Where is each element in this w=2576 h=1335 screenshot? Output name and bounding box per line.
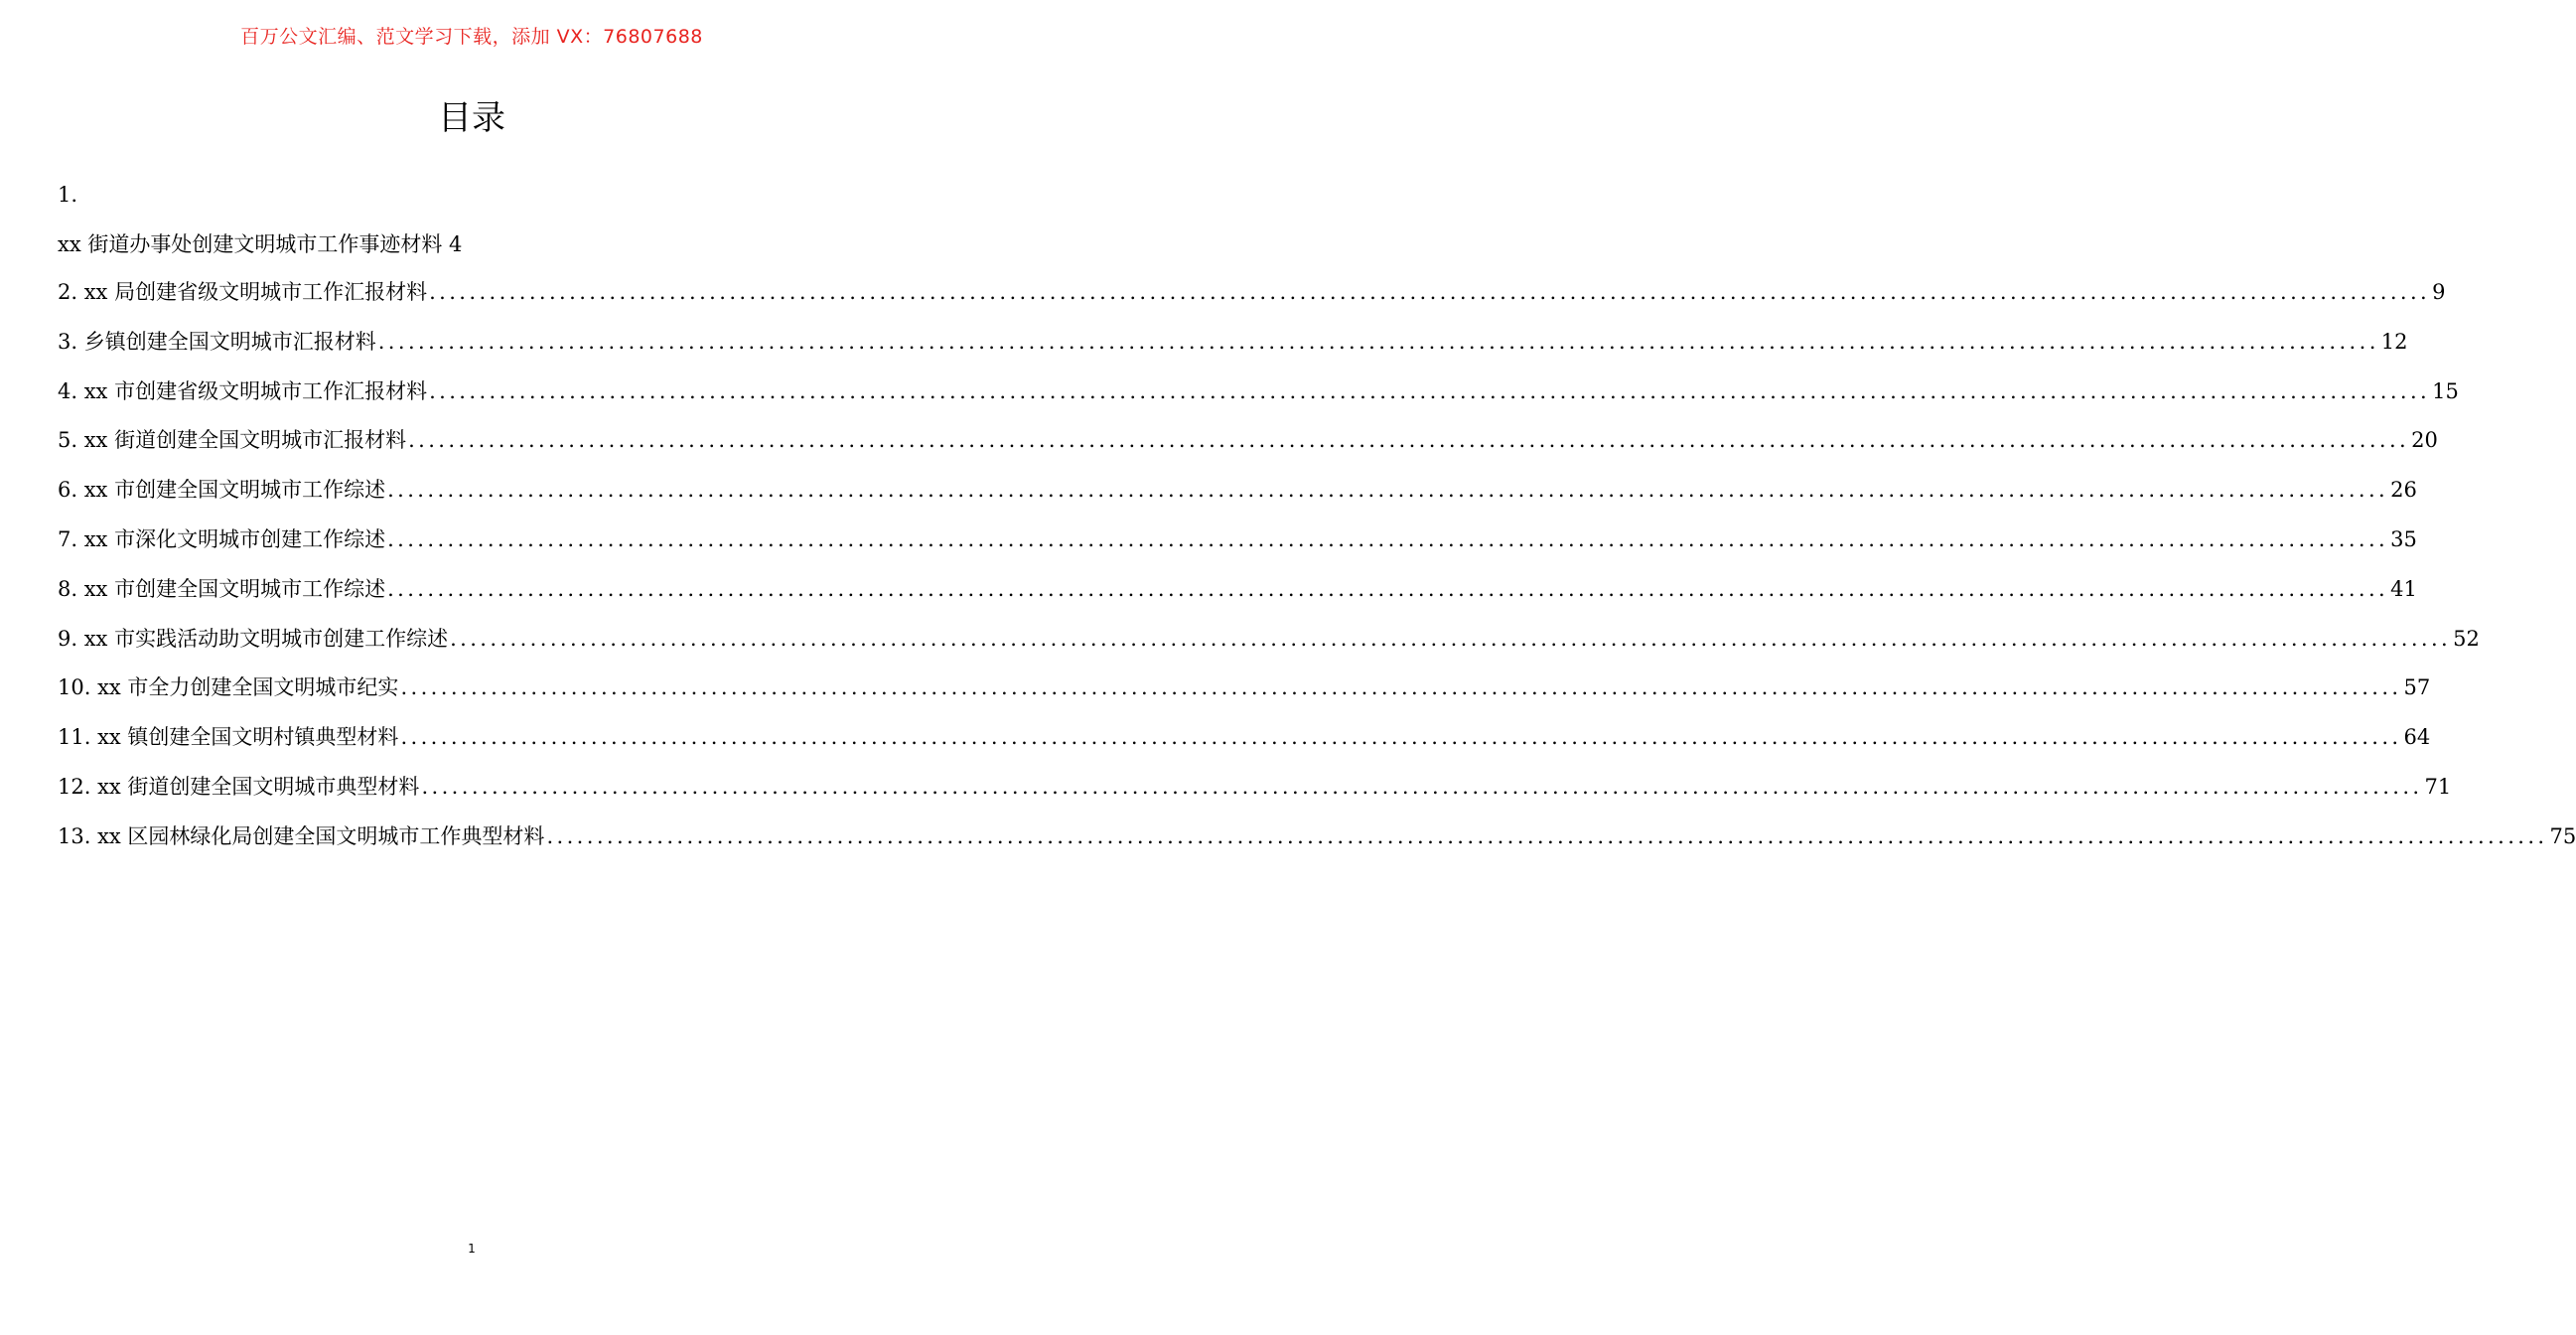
table-of-contents — [58, 175, 2576, 868]
toc-item-1-text[interactable]: xx 街道办事处创建文明城市工作事迹材料 4 — [58, 232, 463, 256]
toc-leader-dots: ........................................................................................................................................................................................................ — [400, 675, 2402, 700]
toc-item-page: 9 — [2432, 280, 2446, 304]
toc-item-label: 12. xx 街道创建全国文明城市典型材料 — [58, 774, 420, 799]
toc-item[interactable] — [58, 422, 2438, 472]
toc-leader-dots: ........................................................................................................................................................................................................ — [387, 478, 2389, 503]
toc-item[interactable] — [58, 621, 2480, 670]
toc-item-label: 3. 乡镇创建全国文明城市汇报材料 — [58, 329, 376, 354]
toc-item-1-number[interactable]: 1. — [58, 183, 78, 207]
toc-item[interactable] — [58, 769, 2452, 818]
toc-item-page: 35 — [2390, 526, 2417, 551]
toc-item[interactable] — [58, 818, 2576, 868]
toc-item-label: 2. xx 局创建省级文明城市工作汇报材料 — [58, 280, 428, 304]
toc-item[interactable] — [58, 719, 2431, 769]
toc-item-label: 4. xx 市创建省级文明城市工作汇报材料 — [58, 378, 428, 403]
toc-leader-dots: ........................................................................................................................................................................................................ — [421, 774, 2423, 799]
toc-leader-dots: ........................................................................................................................................................................................................ — [387, 576, 2389, 601]
toc-item-page: 52 — [2453, 626, 2480, 651]
toc-item[interactable] — [58, 373, 2459, 423]
toc-item-label: 7. xx 市深化文明城市创建工作综述 — [58, 526, 386, 551]
toc-item[interactable] — [58, 521, 2417, 571]
toc-item-label: 13. xx 区园林绿化局创建全国文明城市工作典型材料 — [58, 823, 545, 848]
header-note: 百万公文汇编、范文学习下载，添加 VX：76807688 — [240, 26, 703, 48]
toc-item-page: 71 — [2424, 774, 2452, 799]
toc-item[interactable] — [58, 669, 2431, 719]
toc-item-page: 12 — [2380, 329, 2408, 354]
toc-leader-dots: ........................................................................................................................................................................................................ — [450, 626, 2452, 651]
toc-leader-dots: ........................................................................................................................................................................................................ — [429, 280, 2431, 304]
toc-item-label: 9. xx 市实践活动助文明城市创建工作综述 — [58, 626, 449, 651]
toc-leader-dots: ........................................................................................................................................................................................................ — [429, 378, 2431, 403]
toc-leader-dots: ........................................................................................................................................................................................................ — [408, 428, 2410, 453]
toc-item-page: 20 — [2411, 428, 2438, 453]
toc-leader-dots: ........................................................................................................................................................................................................ — [377, 329, 2379, 354]
toc-item-page: 15 — [2432, 378, 2459, 403]
toc-item[interactable] — [58, 324, 2408, 373]
page-number: 1 — [468, 1242, 476, 1256]
toc-item-page: 57 — [2403, 675, 2431, 700]
toc-item-label: 11. xx 镇创建全国文明村镇典型材料 — [58, 725, 399, 750]
toc-item-page: 64 — [2403, 725, 2431, 750]
toc-item[interactable] — [58, 472, 2417, 521]
toc-item-page: 26 — [2390, 478, 2417, 503]
toc-item-label: 10. xx 市全力创建全国文明城市纪实 — [58, 675, 399, 700]
toc-leader-dots: ........................................................................................................................................................................................................ — [387, 526, 2389, 551]
toc-item-label: 8. xx 市创建全国文明城市工作综述 — [58, 576, 386, 601]
page-title: 目录 — [438, 98, 505, 138]
toc-item-page: 41 — [2390, 576, 2417, 601]
toc-item-label: 5. xx 街道创建全国文明城市汇报材料 — [58, 428, 407, 453]
toc-leader-dots: ........................................................................................................................................................................................................ — [546, 823, 2548, 848]
toc-item[interactable] — [58, 571, 2417, 621]
toc-leader-dots: ........................................................................................................................................................................................................ — [400, 725, 2402, 750]
toc-item-page: 75 — [2549, 823, 2576, 848]
toc-item[interactable] — [58, 274, 2446, 324]
toc-item-label: 6. xx 市创建全国文明城市工作综述 — [58, 478, 386, 503]
